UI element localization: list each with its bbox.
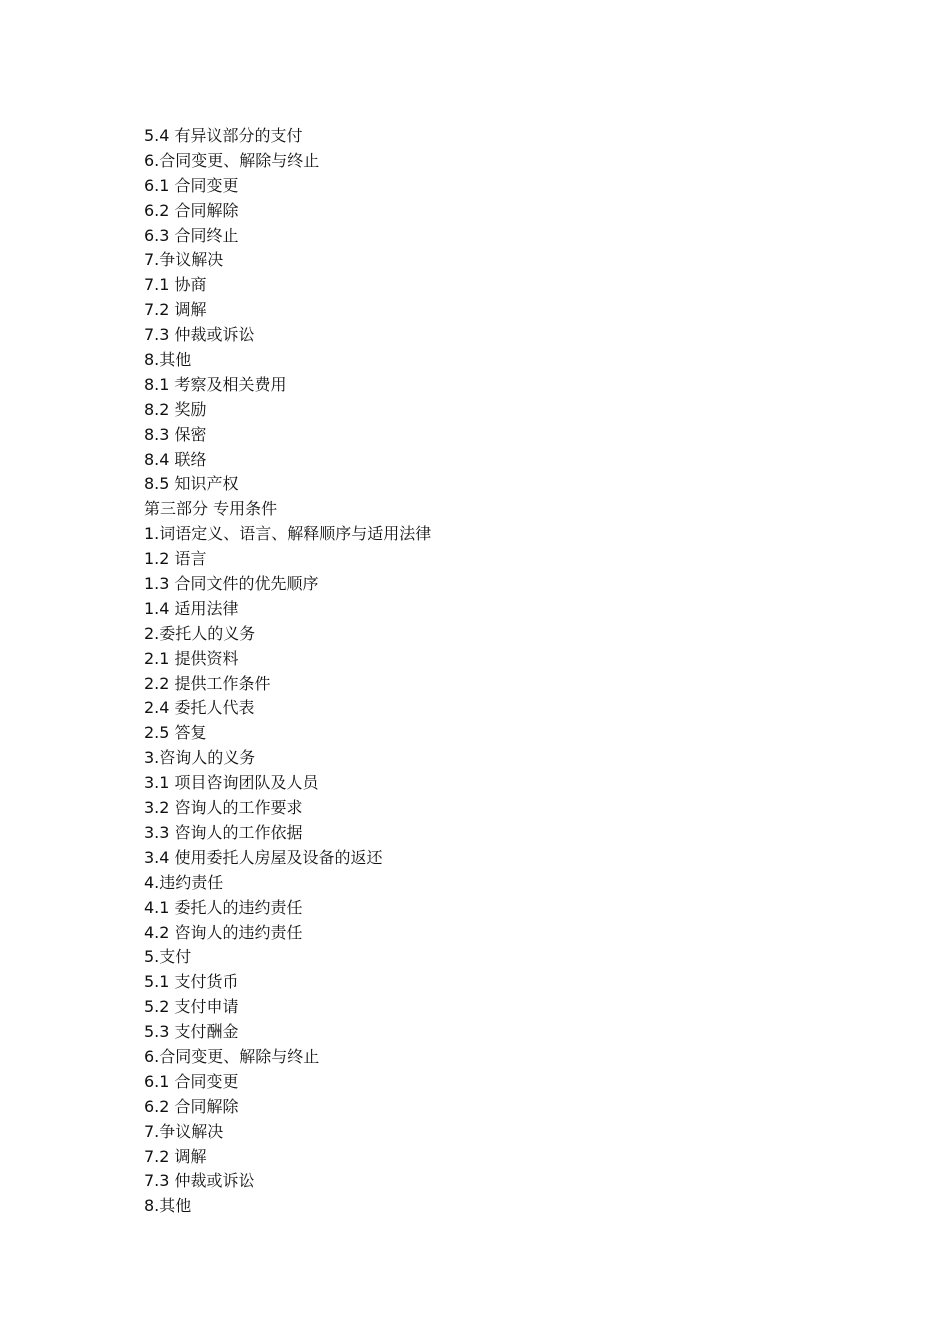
outline-line: 5.支付 xyxy=(144,947,192,967)
outline-line: 7.3 仲裁或诉讼 xyxy=(144,325,255,345)
outline-line: 3.2 咨询人的工作要求 xyxy=(144,798,303,818)
outline-line: 8.3 保密 xyxy=(144,424,207,444)
outline-line: 8.5 知识产权 xyxy=(144,474,239,494)
outline-line: 7.3 仲裁或诉讼 xyxy=(144,1171,255,1191)
outline-line: 6.合同变更、解除与终止 xyxy=(144,150,320,170)
outline-line: 8.4 联络 xyxy=(144,449,207,469)
outline-line: 7.争议解决 xyxy=(144,250,224,270)
outline-line: 6.1 合同变更 xyxy=(144,1071,239,1091)
outline-line: 2.5 答复 xyxy=(144,723,207,743)
outline-line: 4.1 委托人的违约责任 xyxy=(144,897,303,917)
outline-line: 5.3 支付酬金 xyxy=(144,1022,239,1042)
outline-line: 7.2 调解 xyxy=(144,1146,207,1166)
outline-line: 7.1 协商 xyxy=(144,275,207,295)
outline-line: 6.1 合同变更 xyxy=(144,175,239,195)
outline-line: 第三部分 专用条件 xyxy=(144,499,278,519)
outline-line: 2.委托人的义务 xyxy=(144,623,256,643)
outline-line: 2.4 委托人代表 xyxy=(144,698,255,718)
outline-line: 1.3 合同文件的优先顺序 xyxy=(144,574,319,594)
outline-line: 4.违约责任 xyxy=(144,872,224,892)
outline-line: 1.词语定义、语言、解释顺序与适用法律 xyxy=(144,524,432,544)
outline-line: 5.2 支付申请 xyxy=(144,997,239,1017)
outline-line: 3.1 项目咨询团队及人员 xyxy=(144,773,319,793)
outline-line: 2.2 提供工作条件 xyxy=(144,673,271,693)
outline-line: 3.4 使用委托人房屋及设备的返还 xyxy=(144,847,383,867)
outline-line: 8.2 奖励 xyxy=(144,399,207,419)
outline-line: 7.2 调解 xyxy=(144,300,207,320)
outline-line: 1.2 语言 xyxy=(144,549,207,569)
outline-line: 8.1 考察及相关费用 xyxy=(144,374,287,394)
outline-line: 8.其他 xyxy=(144,1196,192,1216)
outline-line: 1.4 适用法律 xyxy=(144,598,239,618)
outline-line: 5.1 支付货币 xyxy=(144,972,239,992)
outline-line: 6.2 合同解除 xyxy=(144,1096,239,1116)
outline-line: 2.1 提供资料 xyxy=(144,648,239,668)
outline-line: 6.合同变更、解除与终止 xyxy=(144,1046,320,1066)
contract-outline xyxy=(144,124,431,1219)
outline-line: 7.争议解决 xyxy=(144,1121,224,1141)
outline-line: 5.4 有异议部分的支付 xyxy=(144,126,303,145)
outline-line: 4.2 咨询人的违约责任 xyxy=(144,922,303,942)
outline-line: 6.3 合同终止 xyxy=(144,225,239,245)
outline-line: 3.3 咨询人的工作依据 xyxy=(144,822,303,842)
outline-line: 6.2 合同解除 xyxy=(144,200,239,220)
outline-line: 3.咨询人的义务 xyxy=(144,748,256,768)
outline-line: 8.其他 xyxy=(144,350,192,370)
